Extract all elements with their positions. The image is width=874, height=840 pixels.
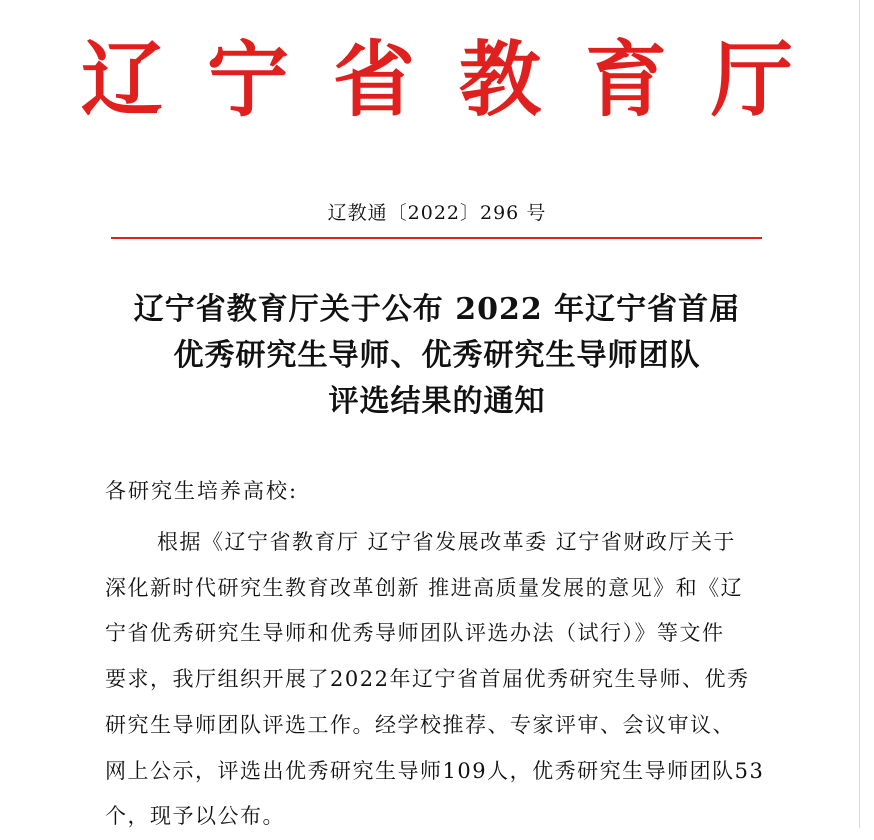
notice-title-line-1: 辽宁省教育厅关于公布 2022 年辽宁省首届	[133, 292, 741, 327]
body-line: 研究生导师团队评选工作。经学校推荐、专家评审、会议审议、	[105, 712, 735, 737]
body-line: 个，现予以公布。	[105, 804, 285, 829]
red-header-rule	[111, 237, 762, 239]
body-line: 根据《辽宁省教育厅 辽宁省发展改革委 辽宁省财政厅关于	[157, 530, 736, 554]
body-line: 网上公示，评选出优秀研究生导师109人，优秀研究生导师团队53	[105, 758, 765, 783]
notice-title	[0, 287, 874, 425]
body-line: 深化新时代研究生教育改革创新 推进高质量发展的意见》和《辽	[105, 575, 744, 600]
notice-title-line-3: 评选结果的通知	[328, 384, 546, 419]
body-line: 宁省优秀研究生导师和优秀导师团队评选办法（试行）》等文件	[105, 621, 725, 646]
salutation: 各研究生培养高校:	[105, 479, 299, 503]
body-line: 要求，我厅组织开展了2022年辽宁省首届优秀研究生导师、优秀	[105, 667, 750, 692]
document-number: 辽教通〔2022〕296 号	[327, 202, 547, 224]
body-paragraph	[105, 520, 773, 840]
issuing-authority-title: 辽宁省教育厅	[80, 32, 837, 128]
notice-title-line-2: 优秀研究生导师、优秀研究生导师团队	[173, 338, 701, 373]
